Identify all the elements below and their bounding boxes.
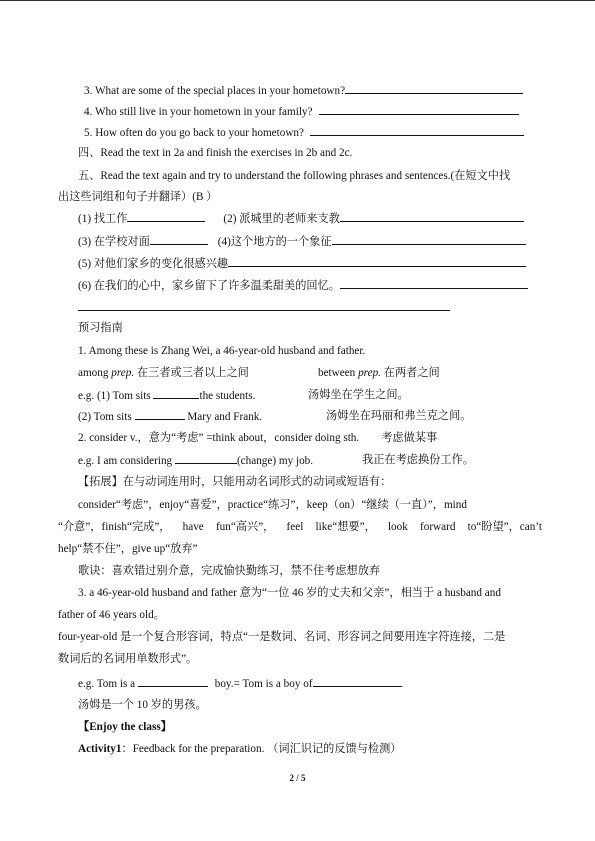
question-5: 5. How often do you go back to your hometown? [84, 125, 524, 140]
answer-blank[interactable] [319, 104, 519, 115]
answer-blank[interactable] [332, 234, 526, 245]
section-4: 四、Read the text in 2a and finish the exercises in 2b and 2c. [78, 147, 353, 159]
answer-blank[interactable] [175, 453, 237, 464]
answer-blank[interactable] [150, 234, 208, 245]
guide-item-2: 2. consider v.，意为“考虑” =think about，consider doing sth. 考虑做某事 [78, 432, 438, 444]
gerund-verbs-line-3: help“禁不住”，give up“放弃” [58, 543, 198, 555]
phrase-6: (6) 在我们的心中，家乡留下了许多温柔甜美的回忆。 [78, 278, 528, 293]
guide-title: 预习指南 [78, 322, 123, 334]
section-5-line2: 出这些词组和句子并翻译）(B ） [58, 191, 218, 203]
question-3: 3. What are some of the special places in your hometown? [84, 83, 523, 98]
activity-1: Activity1：Feedback for the preparation. （词汇识记的反馈与检测） [78, 743, 402, 755]
example-4-cn: 汤姆是一个 10 岁的男孩。 [78, 699, 207, 711]
between-note: between prep. 在两者之间 [318, 367, 440, 379]
gerund-verbs-line-1: consider“考虑”，enjoy“喜爱”，practice“练习”，keep（on）“继续（一直）”，mind [78, 499, 467, 511]
mnemonic: 歌诀：喜欢错过别介意，完成愉快勤练习，禁不住考虑想放弃 [78, 565, 381, 577]
question-4: 4. Who still live in your hometown in your family? [84, 104, 519, 119]
guide-item-1: 1. Among these is Zhang Wei, a 46-year-old husband and father. [78, 345, 366, 357]
answer-blank[interactable] [153, 388, 199, 399]
example-1: e.g. (1) Tom sits the students. [78, 390, 256, 402]
answer-blank[interactable] [340, 278, 528, 289]
example-1-cn: 汤姆坐在学生之间。 [308, 389, 409, 401]
example-3-cn: 我正在考虑换份工作。 [362, 454, 474, 466]
answer-blank[interactable] [313, 676, 401, 687]
extension: 【拓展】在与动词连用时，只能用动名词形式的动词或短语有： [78, 476, 392, 488]
answer-blank[interactable] [135, 409, 185, 420]
answer-blank[interactable] [310, 125, 524, 136]
gerund-verbs-line-2: “介意”，finish“完成”， have fun“高兴”， feel like“想要”， look forward to“盼望”，can’t [58, 521, 542, 533]
example-2: (2) Tom sits Mary and Frank. [78, 411, 263, 423]
answer-blank[interactable] [345, 83, 523, 94]
answer-blank[interactable] [127, 211, 205, 222]
example-3: e.g. I am considering (change) my job. [78, 455, 314, 467]
top-border [0, 0, 595, 1]
page-number: 2 / 5 [289, 773, 306, 783]
answer-blank[interactable] [138, 676, 208, 687]
answer-blank[interactable] [228, 256, 526, 267]
example-2-cn: 汤姆坐在玛丽和弗兰克之间。 [326, 410, 472, 422]
section-5-line1: 五、Read the text again and try to understand the following phrases and sentences.(在短文中找 [78, 170, 511, 182]
enjoy-class-heading: 【Enjoy the class】 [78, 721, 172, 733]
guide-item-3: 3. a 46-year-old husband and father 意为“一位 46 岁的丈夫和父亲”，相当于 a husband and [78, 587, 501, 599]
phrase-5: (5) 对他们家乡的变化很感兴趣 [78, 256, 526, 271]
phrase-1-2: (1) 找工作 (2) 派城里的老师来支教 [78, 211, 524, 226]
compound-adjective-note-cont: 数词后的名词用单数形式”。 [58, 653, 198, 665]
answer-blank[interactable] [340, 211, 524, 222]
answer-line[interactable] [78, 310, 450, 311]
phrase-3-4: (3) 在学校对面 (4)这个地方的一个象征 [78, 234, 526, 249]
guide-item-3-cont: father of 46 years old。 [58, 609, 165, 621]
among-note: among prep. 在三者或三者以上之间 [78, 367, 249, 379]
example-4: e.g. Tom is a boy.= Tom is a boy of . [78, 678, 404, 690]
compound-adjective-note: four-year-old 是一个复合形容词，特点“一是数词、名词、形容词之间要用连字符连接，二是 [58, 631, 506, 643]
